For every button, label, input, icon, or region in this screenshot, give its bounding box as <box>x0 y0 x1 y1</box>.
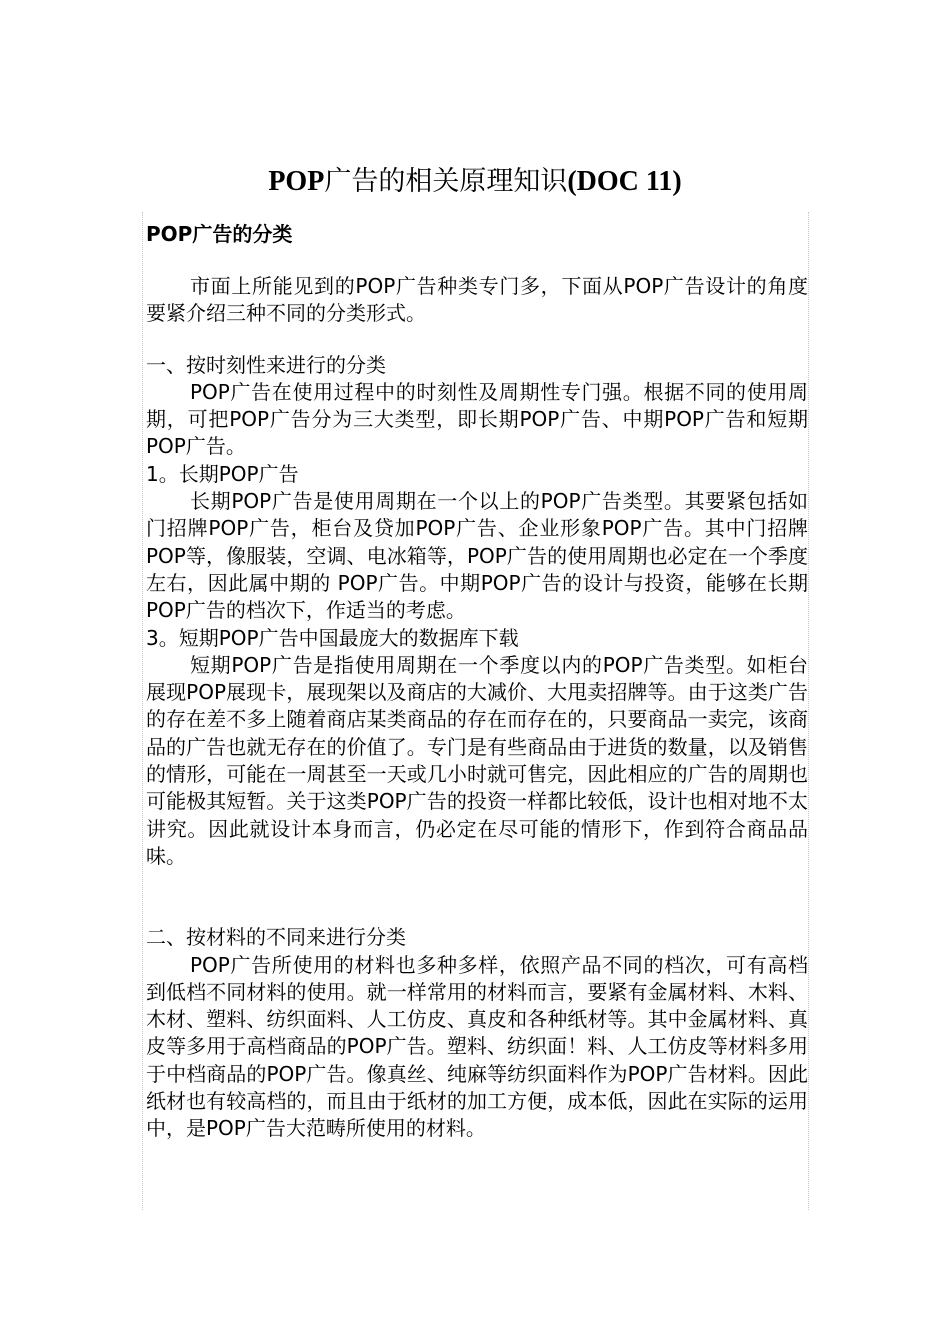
section-heading: POP广告的分类 <box>146 222 293 246</box>
document-title-suffix: (DOC 11) <box>567 166 682 197</box>
document-title-main: 广告的相关原理知识 <box>324 166 568 197</box>
section-1-title: 一、按时刻性来进行的分类 <box>146 352 386 377</box>
item-1-title: 1。长期POP广告 <box>146 461 299 486</box>
item-3-title: 3。短期POP广告中国最庞大的数据库下载 <box>146 625 519 650</box>
item-3-paragraph: 短期POP广告是指使用周期在一个季度以内的POP广告类型。如柜台展现POP展现卡，展现架以及商店的大减价、大甩卖招牌等。由于这类广告的存在差不多上随着商店某类商品的存在而存在的，只要商品一卖完，该商品的广告也就无存在的价值了。专门是有些商品由于进货的数量，以及销售的情形，可能在一周甚至一天或几小时就可售完，因此相应的广告的周期也可能极其短暂。关于这类POP广告的投资一样都比较低，设计也相对地不太讲究。因此就设计本身而言，仍必定在尽可能的情形下，作到符合商品品味。 <box>146 652 808 868</box>
section-1-paragraph: POP广告在使用过程中的时刻性及周期性专门强。根据不同的使用周期，可把POP广告分为三大类型，即长期POP广告、中期POP广告和短期POP广告。 <box>146 379 808 459</box>
document-body <box>146 219 808 1143</box>
document-title-latin: POP <box>268 166 325 197</box>
spacer <box>146 870 808 924</box>
item-1-paragraph: 长期POP广告是使用周期在一个以上的POP广告类型。其要紧包括如门招牌POP广告，柜台及贷加POP广告、企业形象POP广告。其中门招牌POP等，像服装，空调、电冰箱等，POP广告的使用周期也必定在一个季度左右，因此属中期的 POP广告。中期POP广告的设计与投资，能够在长期POP广告的档次下，作适当的考虑。 <box>146 489 808 623</box>
document-title <box>0 162 950 202</box>
section-2-title: 二、按材料的不同来进行分类 <box>146 925 406 950</box>
section-2-paragraph: POP广告所使用的材料也多种多样，依照产品不同的档次，可有高档到低档不同材料的使用。就一样常用的材料而言，要紧有金属材料、木料、木材、塑料、纺织面料、人工仿皮、真皮和各种纸材等。其中金属材料、真皮等多用于高档商品的POP广告。塑料、纺织面！料、人工仿皮等材料多用于中档商品的POP广告。像真丝、纯麻等纺织面料作为POP广告材料。因此纸材也有较高档的，而且由于纸材的加工方便，成本低，因此在实际的运用中，是POP广告大范畴所使用的材料。 <box>146 952 808 1141</box>
spacer <box>146 328 808 352</box>
intro-paragraph: 市面上所能见到的POP广告种类专门多，下面从POP广告设计的角度要紧介绍三种不同的分类形式。 <box>146 274 808 326</box>
